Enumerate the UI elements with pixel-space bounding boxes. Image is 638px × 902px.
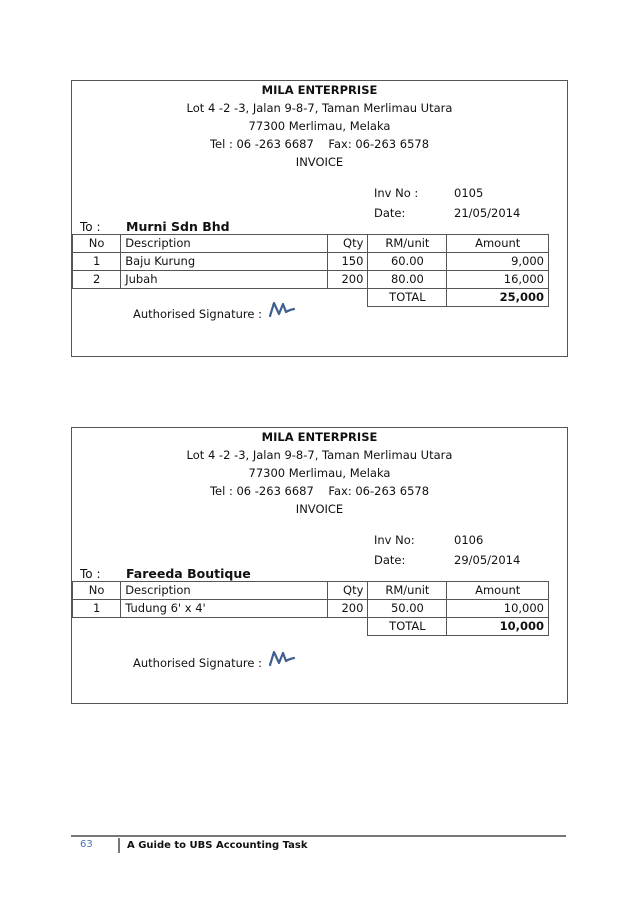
bill-to-name: Fareeda Boutique	[126, 566, 251, 581]
col-header-amount: Amount	[447, 235, 549, 253]
cell-no: 2	[73, 271, 121, 289]
col-header-amount: Amount	[447, 582, 549, 600]
col-header-rm-unit: RM/unit	[368, 582, 447, 600]
cell-description: Tudung 6' x 4'	[121, 600, 328, 618]
address-line-1: Lot 4 -2 -3, Jalan 9-8-7, Taman Merlimau Utara	[186, 448, 453, 462]
footer-separator	[118, 838, 120, 853]
invoice-date-row	[374, 550, 520, 570]
signature-label: Authorised Signature :	[133, 307, 262, 321]
total-spacer	[73, 618, 368, 636]
cell-description: Jubah	[121, 271, 328, 289]
total-value: 10,000	[447, 618, 549, 636]
cell-rm-unit: 80.00	[368, 271, 447, 289]
invoice-number-value: 0106	[454, 533, 484, 547]
cell-rm-unit: 60.00	[368, 253, 447, 271]
footer-divider	[71, 835, 566, 837]
cell-no: 1	[73, 253, 121, 271]
col-header-rm-unit: RM/unit	[368, 235, 447, 253]
company-name: MILA ENTERPRISE	[261, 430, 378, 444]
cell-rm-unit: 50.00	[368, 600, 447, 618]
total-value: 25,000	[447, 289, 549, 307]
document-title: INVOICE	[295, 155, 344, 169]
invoice-date-label: Date:	[374, 206, 406, 220]
signature-mark-icon	[268, 299, 296, 319]
bill-to-name: Murni Sdn Bhd	[126, 219, 230, 234]
table-header-row	[73, 582, 549, 600]
address-line-1: Lot 4 -2 -3, Jalan 9-8-7, Taman Merlimau Utara	[186, 101, 453, 115]
col-header-no: No	[73, 582, 121, 600]
document-title: INVOICE	[295, 502, 344, 516]
table-row	[73, 271, 549, 289]
table-row	[73, 253, 549, 271]
signature-mark-icon	[268, 648, 296, 668]
address-line-2: 77300 Merlimau, Melaka	[248, 119, 391, 133]
footer-title: A Guide to UBS Accounting Task	[127, 840, 308, 851]
cell-amount: 16,000	[447, 271, 549, 289]
bill-to	[80, 219, 230, 234]
items-table	[72, 581, 549, 636]
contact-line: Tel : 06 -263 6687 Fax: 06-263 6578	[209, 137, 430, 151]
company-name: MILA ENTERPRISE	[261, 83, 378, 97]
cell-amount: 10,000	[447, 600, 549, 618]
bill-to-label: To :	[80, 220, 101, 234]
total-label: TOTAL	[368, 289, 447, 307]
col-header-qty: Qty	[328, 235, 368, 253]
items-table	[72, 234, 549, 307]
invoice-date-label: Date:	[374, 553, 406, 567]
invoice-date-value: 29/05/2014	[454, 553, 521, 567]
invoice-date-row	[374, 203, 520, 223]
invoice-number-value: 0105	[454, 186, 484, 200]
invoice-number-label: Inv No:	[374, 533, 415, 547]
total-label: TOTAL	[368, 618, 447, 636]
cell-qty: 200	[328, 600, 368, 618]
page-number: 63	[80, 839, 93, 850]
cell-qty: 150	[328, 253, 368, 271]
table-row	[73, 600, 549, 618]
total-row	[73, 618, 549, 636]
invoice-date-value: 21/05/2014	[454, 206, 521, 220]
invoice-number-row	[374, 183, 483, 203]
invoice-1	[71, 80, 568, 357]
cell-amount: 9,000	[447, 253, 549, 271]
address-line-2: 77300 Merlimau, Melaka	[248, 466, 391, 480]
total-row	[73, 289, 549, 307]
invoice-number-row	[374, 530, 483, 550]
bill-to-label: To :	[80, 567, 101, 581]
total-spacer	[73, 289, 368, 307]
col-header-no: No	[73, 235, 121, 253]
invoice-number-label: Inv No :	[374, 186, 419, 200]
cell-no: 1	[73, 600, 121, 618]
contact-line: Tel : 06 -263 6687 Fax: 06-263 6578	[209, 484, 430, 498]
col-header-description: Description	[121, 235, 328, 253]
bill-to	[80, 566, 251, 581]
cell-description: Baju Kurung	[121, 253, 328, 271]
invoice-2	[71, 427, 568, 704]
col-header-qty: Qty	[328, 582, 368, 600]
signature-label: Authorised Signature :	[133, 656, 262, 670]
table-header-row	[73, 235, 549, 253]
col-header-description: Description	[121, 582, 328, 600]
cell-qty: 200	[328, 271, 368, 289]
